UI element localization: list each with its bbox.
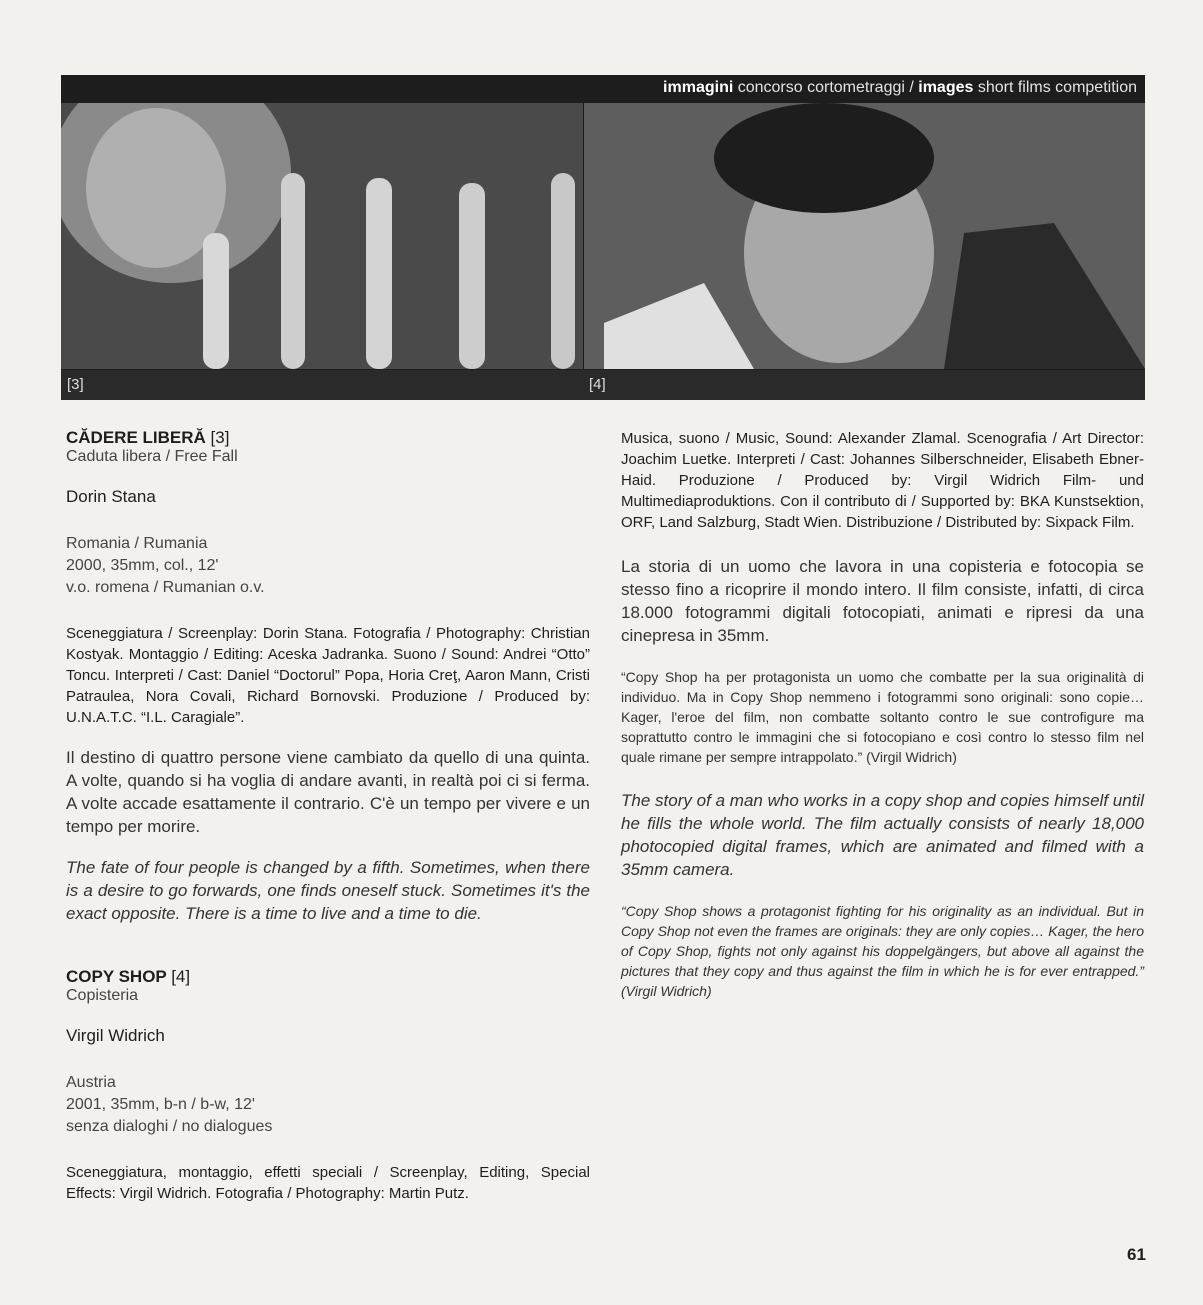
film1-subtitle: Caduta libera / Free Fall	[66, 448, 238, 465]
film2-quote-it: “Copy Shop ha per protagonista un uomo che combatte per la sua originalità di individuo. Ma in Copy Shop nemmeno i fotogrammi sono originali: sono copie… Kager, l'eroe del film, non combatte soltanto contro le sue controfigure ma soprattutto contro le immagini che si fotocopiano e così contro lo stesso film nel quale rimane per sempre intrappolato.” (Virgil Widrich)	[621, 669, 1144, 765]
film2-director: Virgil Widrich	[66, 1026, 165, 1045]
caption-it-bold: immagini	[663, 79, 734, 96]
film1-synopsis-it: Il destino di quattro persone viene cambiato da quello di una quinta. A volte, quando si ha voglia di andare avanti, in realtà poi ci si ferma. A volte accade esattamente il contrario. C'è un tempo per vivere e un tempo per morire.	[66, 748, 590, 836]
film2-synopsis-it: La storia di un uomo che lavora in una copisteria e fotocopia se stesso fino a ricoprire il mondo intero. Il film consiste, infatti, di circa 18.000 fotogrammi digitali fotocopiati, animati e ripresi da una cinepresa in 35mm.	[621, 557, 1144, 645]
caption-en-bold: images	[918, 79, 974, 96]
film2-meta	[66, 1072, 590, 1138]
film2-specs: 2001, 35mm, b-n / b-w, 12'	[66, 1096, 255, 1113]
film1-number: [3]	[210, 428, 230, 447]
film1-title-line	[66, 428, 590, 448]
film1-title: CĂDERE LIBERĂ	[66, 428, 206, 447]
film2-title-line	[66, 967, 590, 987]
film1-specs: 2000, 35mm, col., 12'	[66, 557, 219, 574]
film2-quote-en: “Copy Shop shows a protagonist fighting for his originality as an individual. But in Copy Shop not even the frames are originals: they are only copies… Kager, the hero of Copy Shop, fights not only against his doppelgängers, but above all against the pictures that they copy and thus against the film in which he is for ever entrapped.” (Virgil Widrich)	[621, 903, 1144, 999]
frame-label-strip	[61, 370, 1145, 400]
caption-it: concorso cortometraggi /	[733, 79, 919, 96]
film2-language: senza dialoghi / no dialogues	[66, 1118, 273, 1135]
film2-subtitle: Copisteria	[66, 987, 139, 1004]
film1-language: v.o. romena / Rumanian o.v.	[66, 579, 265, 596]
page-number: 61	[1127, 1245, 1146, 1264]
caption-en: short films competition	[973, 79, 1137, 96]
film1-country: Romania / Rumania	[66, 535, 208, 552]
right-column	[621, 428, 1144, 1001]
header-caption	[663, 79, 1137, 97]
bullets-image	[61, 103, 583, 369]
film1-meta	[66, 533, 590, 599]
header-photo-band	[61, 75, 1145, 400]
film1-synopsis-en: The fate of four people is changed by a fifth. Sometimes, when there is a desire to go forwards, one finds oneself stuck. Sometimes it's the exact opposite. There is a time to live and a time to die.	[66, 858, 590, 923]
frame-label-3: [3]	[67, 376, 84, 393]
film-still-bullets	[61, 103, 583, 369]
film2-country: Austria	[66, 1074, 116, 1091]
frame-label-4: [4]	[589, 376, 606, 393]
film2-credits-part2: Musica, suono / Music, Sound: Alexander Zlamal. Scenografia / Art Director: Joachim Luetke. Interpreti / Cast: Johannes Silberschneider, Elisabeth Ebner-Haid. Produzione / Produced by: Virgil Widrich Film- und Multimediaproduktions. Con il contributo di / Supported by: BKA Kunstsektion, ORF, Land Salzburg, Stadt Wien. Distribuzione / Distributed by: Sixpack Film.	[621, 430, 1144, 531]
film-still-man	[584, 103, 1145, 369]
film2-credits-part1: Sceneggiatura, montaggio, effetti speciali / Screenplay, Editing, Special Effects: Virgil Widrich. Fotografia / Photography: Martin Putz.	[66, 1164, 590, 1202]
left-column	[66, 428, 590, 1204]
film2-number: [4]	[171, 967, 191, 986]
man-portrait-image	[584, 103, 1145, 369]
film2-synopsis-en: The story of a man who works in a copy shop and copies himself until he fills the whole world. The film actually consists of nearly 18,000 photocopied digital frames, which are animated and filmed with a 35mm camera.	[621, 791, 1144, 879]
film1-director: Dorin Stana	[66, 487, 156, 506]
film1-credits: Sceneggiatura / Screenplay: Dorin Stana. Fotografia / Photography: Christian Kostyak. Montaggio / Editing: Aceska Jadranka. Suono / Sound: Andrei “Otto” Toncu. Interpreti / Cast: Daniel “Doctorul” Popa, Horia Creţ, Aaron Mann, Cristi Patraulea, Nora Covali, Richard Bornovski. Produzione / Produced by: U.N.A.T.C. “I.L. Caragiale”.	[66, 625, 590, 726]
film2-title: COPY SHOP	[66, 967, 167, 986]
film2-block	[66, 967, 590, 1204]
